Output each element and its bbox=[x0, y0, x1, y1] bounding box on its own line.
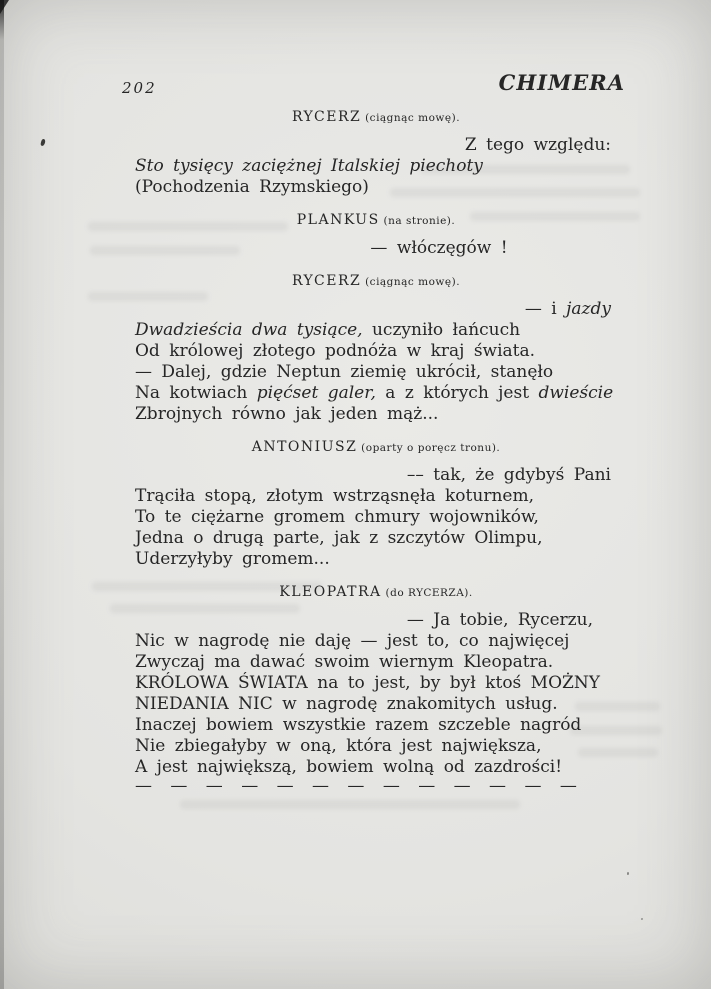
verse-segment: NIEDANIA NIC w nagrodę znakomitych usług. bbox=[135, 694, 558, 714]
speaker-name: RYCERZ bbox=[291, 273, 362, 289]
verse-segment-italic: Sto tysięcy zaciężnej Italskiej piechoty bbox=[135, 156, 483, 176]
verse-segment: KRÓLOWA ŚWIATA na to jest, by był ktoś MOŻNY bbox=[135, 673, 600, 693]
verse-line bbox=[135, 715, 617, 736]
speaker-name: KLEOPATRA bbox=[279, 584, 382, 600]
show-through-smudge bbox=[180, 800, 520, 809]
verse-segment: Od królowej złotego podnóża w kraj świata. bbox=[135, 341, 536, 361]
journal-title: CHIMERA bbox=[498, 70, 625, 95]
verse-segment-italic: jazdy bbox=[566, 299, 611, 319]
page-number: 202 bbox=[122, 79, 157, 97]
verse-line bbox=[135, 486, 617, 507]
scan-edge-shadow bbox=[0, 0, 4, 989]
ink-speck bbox=[641, 918, 643, 920]
verse-line bbox=[135, 135, 617, 156]
verse-segment: Inaczej bowiem wszystkie razem szczeble nagród bbox=[135, 715, 582, 735]
verse-line bbox=[135, 528, 617, 549]
verse-segment: a z których jest bbox=[375, 383, 539, 403]
verse-segment: To te ciężarne gromem chmury wojowników, bbox=[135, 507, 539, 527]
verse-line bbox=[135, 362, 617, 383]
verse-line bbox=[135, 673, 617, 694]
separator-dashes: — — — — — — — — — — — — — bbox=[135, 779, 577, 793]
verse-segment: Zbrojnych równo jak jeden mąż... bbox=[135, 404, 439, 424]
verse-line bbox=[135, 238, 617, 259]
verse-segment-italic: Dwadzieścia dwa tysiące, bbox=[135, 320, 363, 340]
ink-speck bbox=[40, 139, 46, 147]
verse-segment: Nie zbiegałyby w oną, która jest największa, bbox=[135, 736, 542, 756]
verse-segment: Trąciła stopą, złotym wstrząsnęła koturnem, bbox=[135, 486, 534, 506]
verse-line bbox=[135, 177, 617, 198]
verse-segment: — Ja tobie, Rycerzu, bbox=[406, 610, 593, 630]
verse-segment-italic: pięćset galer, bbox=[256, 383, 376, 403]
verse-segment: A jest największą, bowiem wolną od zazdrości! bbox=[135, 757, 563, 777]
verse-line bbox=[135, 694, 617, 715]
verse-segment: Na kotwiach bbox=[135, 383, 257, 403]
ink-speck bbox=[627, 872, 629, 875]
stage-direction: (ciągnąc mowę). bbox=[361, 276, 461, 288]
verse-line bbox=[135, 341, 617, 362]
verse-line bbox=[135, 465, 617, 486]
verse-segment: –– tak, że gdybyś Pani bbox=[406, 465, 611, 485]
stage-direction: (na stronie). bbox=[379, 215, 456, 227]
verse-segment: — Dalej, gdzie Neptun ziemię ukrócił, stanęło bbox=[135, 362, 554, 382]
verse-line bbox=[135, 507, 617, 528]
speaker-heading bbox=[135, 270, 617, 292]
speaker-heading bbox=[135, 106, 617, 128]
speaker-name: RYCERZ bbox=[291, 109, 362, 125]
verse-line bbox=[135, 320, 617, 341]
verse-segment: — i bbox=[524, 299, 567, 319]
verse-segment: (Pochodzenia Rzymskiego) bbox=[135, 177, 369, 197]
verse-segment: Nic w nagrodę nie daję — jest to, co najwięcej bbox=[135, 631, 570, 651]
scan-corner-nick bbox=[0, 0, 9, 14]
verse-segment: Uderzyłyby gromem... bbox=[135, 549, 330, 569]
verse-line bbox=[135, 299, 617, 320]
stage-direction: (oparty o poręcz tronu). bbox=[357, 442, 501, 454]
speaker-name: ANTONIUSZ bbox=[251, 439, 358, 455]
verse-segment: Jedna o drugą parte, jak z szczytów Olimpu, bbox=[135, 528, 543, 548]
verse-line bbox=[135, 736, 617, 757]
stage-direction: (do RYCERZA). bbox=[381, 587, 473, 599]
verse-line bbox=[135, 404, 617, 425]
verse-segment: Zwyczaj ma dawać swoim wiernym Kleopatra. bbox=[135, 652, 554, 672]
verse-segment-italic: dwieście bbox=[538, 383, 614, 403]
verse-line bbox=[135, 631, 617, 652]
speaker-name: PLANKUS bbox=[296, 212, 380, 228]
verse-segment: uczyniło łańcuch bbox=[362, 320, 521, 340]
verse-line bbox=[135, 383, 617, 404]
speaker-heading bbox=[135, 581, 617, 603]
speaker-heading bbox=[135, 436, 617, 458]
speaker-heading bbox=[135, 209, 617, 231]
verse-line bbox=[135, 652, 617, 673]
verse-line bbox=[135, 549, 617, 570]
verse-line bbox=[135, 757, 617, 778]
verse-line bbox=[135, 156, 617, 177]
verse-segment: — włóczęgów ! bbox=[370, 238, 508, 258]
stage-direction: (ciągnąc mowę). bbox=[361, 112, 461, 124]
text-column bbox=[135, 106, 617, 793]
verse-segment: Z tego względu: bbox=[464, 135, 611, 155]
verse-line bbox=[135, 610, 617, 631]
